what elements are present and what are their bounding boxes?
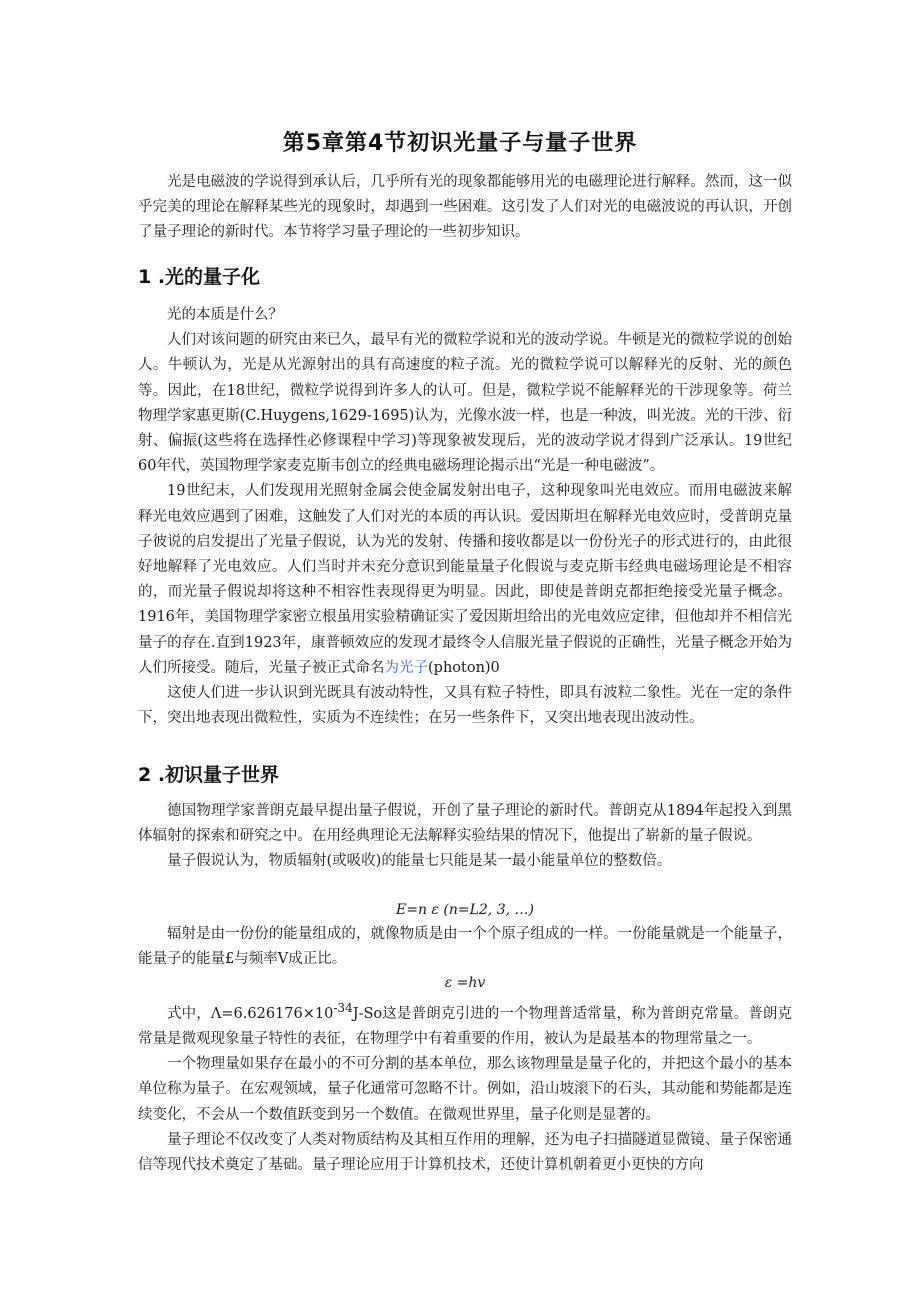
planck-formula: ε =hv	[444, 975, 486, 991]
intro-paragraph: 光是电磁波的学说得到承认后，几乎所有光的现象都能够用光的电磁理论进行解释。然而，这一似乎完美的理论在解释某些光的现象时，却遇到一些困难。这引发了人们对光的电磁波说的再认识，开创了量子理论的新时代。本节将学习量子理论的一些初步知识。	[138, 174, 792, 241]
section-1-paragraph-1: 人们对该问题的研究由来已久，最早有光的微粒学说和光的波动学说。牛顿是光的微粒学说的创始人。牛顿认为，光是从光源射出的具有高速度的粒子流。光的微粒学说可以解释光的反射、光的颜色等。因此，在18世纪，微粒学说得到许多人的认可。但是，微粒学说不能解释光的干涉现象等。荷兰物理学家惠更斯(C.Huygens,1629-1695)认为，光像水波一样，也是一种波，叫光波。光的干涉、衍射、偏振(这些将在选择性必修课程中学习)等现象被发现后，光的波动学说才得到广泛承认。19世纪60年代，英国物理学家麦克斯韦创立的经典电磁场理论揭示出“光是一种电磁波”。	[138, 332, 792, 475]
section-2-body-top	[138, 799, 792, 875]
planck-constant-tail: J-So这是普朗克引进的一个物理普适常量，称为普朗克常量。普朗克常量是微观现象量子特性的表征，在物理学中有着重要的作用，被认为是最基本的物理常量之一。	[138, 1005, 792, 1048]
section-2-paragraph-5: 一个物理量如果存在最小的不可分割的基本单位，那么该物理量是量子化的，并把这个最小的基本单位称为量子。在宏观领域，量子化通常可忽略不计。例如，沿山坡滚下的石头，其动能和势能都是连续变化，不会从一个数值跃变到另一个数值。在微观世界里，量子化则是显著的。	[138, 1056, 792, 1123]
section-2-paragraph-1: 德国物理学家普朗克最早提出量子假说，开创了量子理论的新时代。普朗克从1894年起投入到黑体辐射的探索和研究之中。在用经典理论无法解释实验结果的情况下，他提出了崭新的量子假说。	[138, 803, 792, 845]
section-2-paragraph-4	[138, 996, 792, 1052]
page-title: 第5章第4节初识光量子与量子世界	[282, 131, 638, 156]
planck-constant-text: 式中，Λ=6.626176×10	[167, 1005, 334, 1022]
section-2-body-mid	[138, 922, 792, 972]
section-2-heading: 2 .初识量子世界	[138, 764, 280, 786]
section-2-paragraph-2: 量子假说认为，物质辐射(或吸收)的能量七只能是某一最小能量单位的整数倍。	[167, 853, 672, 870]
section-1-paragraph-2-text: 19世纪末，人们发现用光照射金属会使金属发射出电子，这种现象叫光电效应。而用电磁波来解释光电效应遇到了困难，这触发了人们对光的本质的再认识。爱因斯坦在解释光电效应时，受普朗克量子彼说的启发提出了光量子假说，认为光的发射、传播和接收都是以一份份光子的形式进行的，由此很好地解释了光电效应。人们当时并未充分意识到能量量子化假说与麦克斯韦经典电磁场理论是不相容的，而光量子假说却将这种不相容性表现得更为明显。因此，即使是普朗克都拒绝接受光量子概念。1916年，美国物理学家密立根虽用实验精确证实了爱因斯坦给出的光电效应定律，但他却并不相信光量子的存在.直到1923年，康普顿效应的发现才最终令人信服光量子假说的正确性，光量子概念开始为人们所接受。随后，光量子被正式命名	[138, 483, 792, 676]
section-1-paragraph-2	[138, 479, 792, 681]
section-1-heading: 1 .光的量子化	[138, 266, 261, 288]
section-1-question: 光的本质是什么？	[167, 307, 283, 323]
energy-formula: E=n ε (n=L2, 3, …)	[396, 902, 534, 918]
section-2-paragraph-6: 量子理论不仅改变了人类对物质结构及其相互作用的理解，还为电子扫描隧道显微镜、量子保密通信等现代技术奠定了基础。量子理论应用于计算机技术，还使计算机朝着更小更快的方向	[138, 1131, 792, 1174]
intro-paragraph-block	[138, 170, 792, 246]
section-2-paragraph-3: 辐射是由一份份的能量组成的，就像物质是由一个个原子组成的一样。一份能量就是一个能量子，能量子的能量£与频率V成正比。	[138, 926, 792, 968]
photon-link[interactable]: 为光子	[384, 659, 428, 676]
section-1-paragraph-3: 这使人们进一步认识到光既具有波动特性，又具有粒子特性，即具有波粒二象性。光在一定的条件下，突出地表现出微粒性，实质为不连续性；在另一些条件下，又突出地表现出波动性。	[138, 685, 792, 727]
planck-exponent: -34	[333, 1001, 353, 1015]
section-1-body	[138, 303, 792, 731]
section-2-body-bottom	[138, 996, 792, 1178]
section-1-paragraph-2-tail: (photon)0	[428, 659, 500, 676]
